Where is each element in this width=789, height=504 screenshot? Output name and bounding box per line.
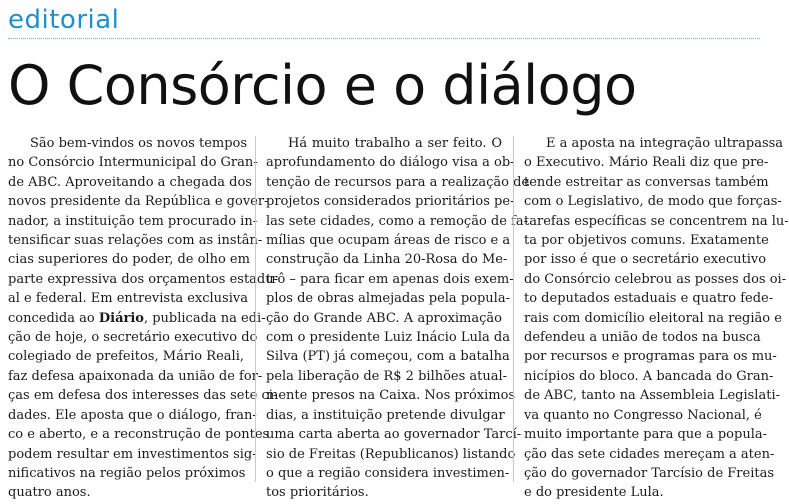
article-line: dades. Ele aposta que o diálogo, fran- (8, 407, 257, 423)
article-line: las sete cidades, como a remoção de fa- (266, 213, 529, 229)
article-line: ção do Grande ABC. A aproximação (266, 310, 502, 326)
article-column-1 (8, 134, 279, 503)
article-line: no Consórcio Intermunicipal do Gran- (8, 155, 258, 171)
article-line: faz defesa apaixonada da união de for- (8, 368, 263, 384)
article-line: nador, a instituição tem procurado in- (8, 213, 258, 229)
article-line: co e aberto, e a reconstrução de pontes (8, 427, 270, 443)
article-line: o que a região considera investimen- (266, 465, 510, 481)
article-line: de ABC, tanto na Assembleia Legislati- (524, 388, 780, 404)
article-line: muito importante para que a popula- (524, 427, 768, 443)
article-line: trô – para ficar em apenas dois exem- (266, 271, 514, 287)
article-line: pela liberação de R$ 2 bilhões atual- (266, 368, 508, 384)
article-line: tende estreitar as conversas também (524, 174, 769, 190)
article-line: de ABC. Aproveitando a chegada dos (8, 174, 252, 190)
article-text: , publicada na edi- (143, 310, 266, 326)
article-line: ção de hoje, o secretário executivo do (8, 330, 258, 346)
article-line: do Consórcio celebrou as posses dos oi- (524, 271, 787, 287)
section-label: editorial (8, 5, 120, 35)
article-line: novos presidente da República e gover- (8, 194, 269, 210)
article-line: dias, a instituição pretende divulgar (266, 407, 505, 423)
headline: O Consórcio e o diálogo (8, 54, 637, 117)
article-line: quatro anos. (8, 485, 91, 501)
article-line: al e federal. Em entrevista exclusiva (8, 291, 248, 307)
article-line: parte expressiva dos orçamentos estadu- (8, 271, 279, 287)
article-line: Silva (PT) já começou, com a batalha (266, 349, 510, 365)
article-line: e do presidente Lula. (524, 485, 664, 501)
article-line: nicípios do bloco. A bancada do Gran- (524, 368, 774, 384)
article-line: com o Legislativo, de modo que forças- (524, 194, 782, 210)
section-divider (8, 38, 760, 39)
article-line: por isso é que o secretário executivo (524, 252, 767, 268)
column-divider (513, 136, 514, 482)
article-line: tos prioritários. (266, 485, 369, 501)
article-line: ças em defesa dos interesses das sete ci- (8, 388, 278, 404)
article-line: o Executivo. Mário Reali diz que pre- (524, 155, 769, 171)
article-line: to deputados estaduais e quatro fede- (524, 291, 774, 307)
article-line: nificativos na região pelos próximos (8, 465, 246, 481)
article-line: ta por objetivos comuns. Exatamente (524, 233, 769, 249)
article-line: E a aposta na integração ultrapassa (546, 136, 784, 151)
article-line: plos de obras almejadas pela popula- (266, 291, 510, 307)
column-divider (255, 136, 256, 482)
article-line: ção das sete cidades mereçam a aten- (524, 446, 775, 462)
article-line: tarefas específicas se concentrem na lu- (524, 213, 789, 229)
article-line: São bem-vindos os novos tempos (30, 136, 248, 151)
article-line: tenção de recursos para a realização de (266, 174, 530, 190)
article-body (8, 134, 789, 501)
article-line: ção do governador Tarcísio de Freitas (524, 465, 775, 481)
article-line: projetos considerados prioritários pe- (266, 194, 515, 210)
article-line: uma carta aberta ao governador Tarcí- (266, 427, 522, 443)
article-line: construção da Linha 20-Rosa do Me- (266, 252, 508, 268)
article-line: concedida ao Diário, publicada na edi- (8, 310, 266, 326)
article-line: mílias que ocupam áreas de risco e a (266, 233, 511, 249)
article-line: mente presos na Caixa. Nos próximos (266, 388, 516, 404)
article-line: sio de Freitas (Republicanos) listando (266, 446, 516, 462)
article-line: colegiado de prefeitos, Mário Reali, (8, 349, 244, 365)
article-column-2 (266, 134, 530, 503)
article-line: defendeu a união de todos na busca (524, 330, 761, 346)
article-line: por recursos e programas para os mu- (524, 349, 777, 365)
article-line: cias superiores do poder, de olho em (8, 252, 250, 268)
article-line: rais com domicílio eleitoral na região e (524, 310, 782, 326)
article-line: aprofundamento do diálogo visa a ob- (266, 155, 515, 171)
newspaper-name: Diário (98, 310, 144, 326)
article-line: va quanto no Congresso Nacional, é (524, 407, 762, 423)
article-line: Há muito trabalho a ser feito. O (288, 136, 502, 151)
article-line: com o presidente Luiz Inácio Lula da (266, 330, 510, 346)
article-line: tensificar suas relações com as instân- (8, 233, 263, 249)
article-line: podem resultar em investimentos sig- (8, 446, 257, 462)
article-column-3 (524, 134, 789, 503)
